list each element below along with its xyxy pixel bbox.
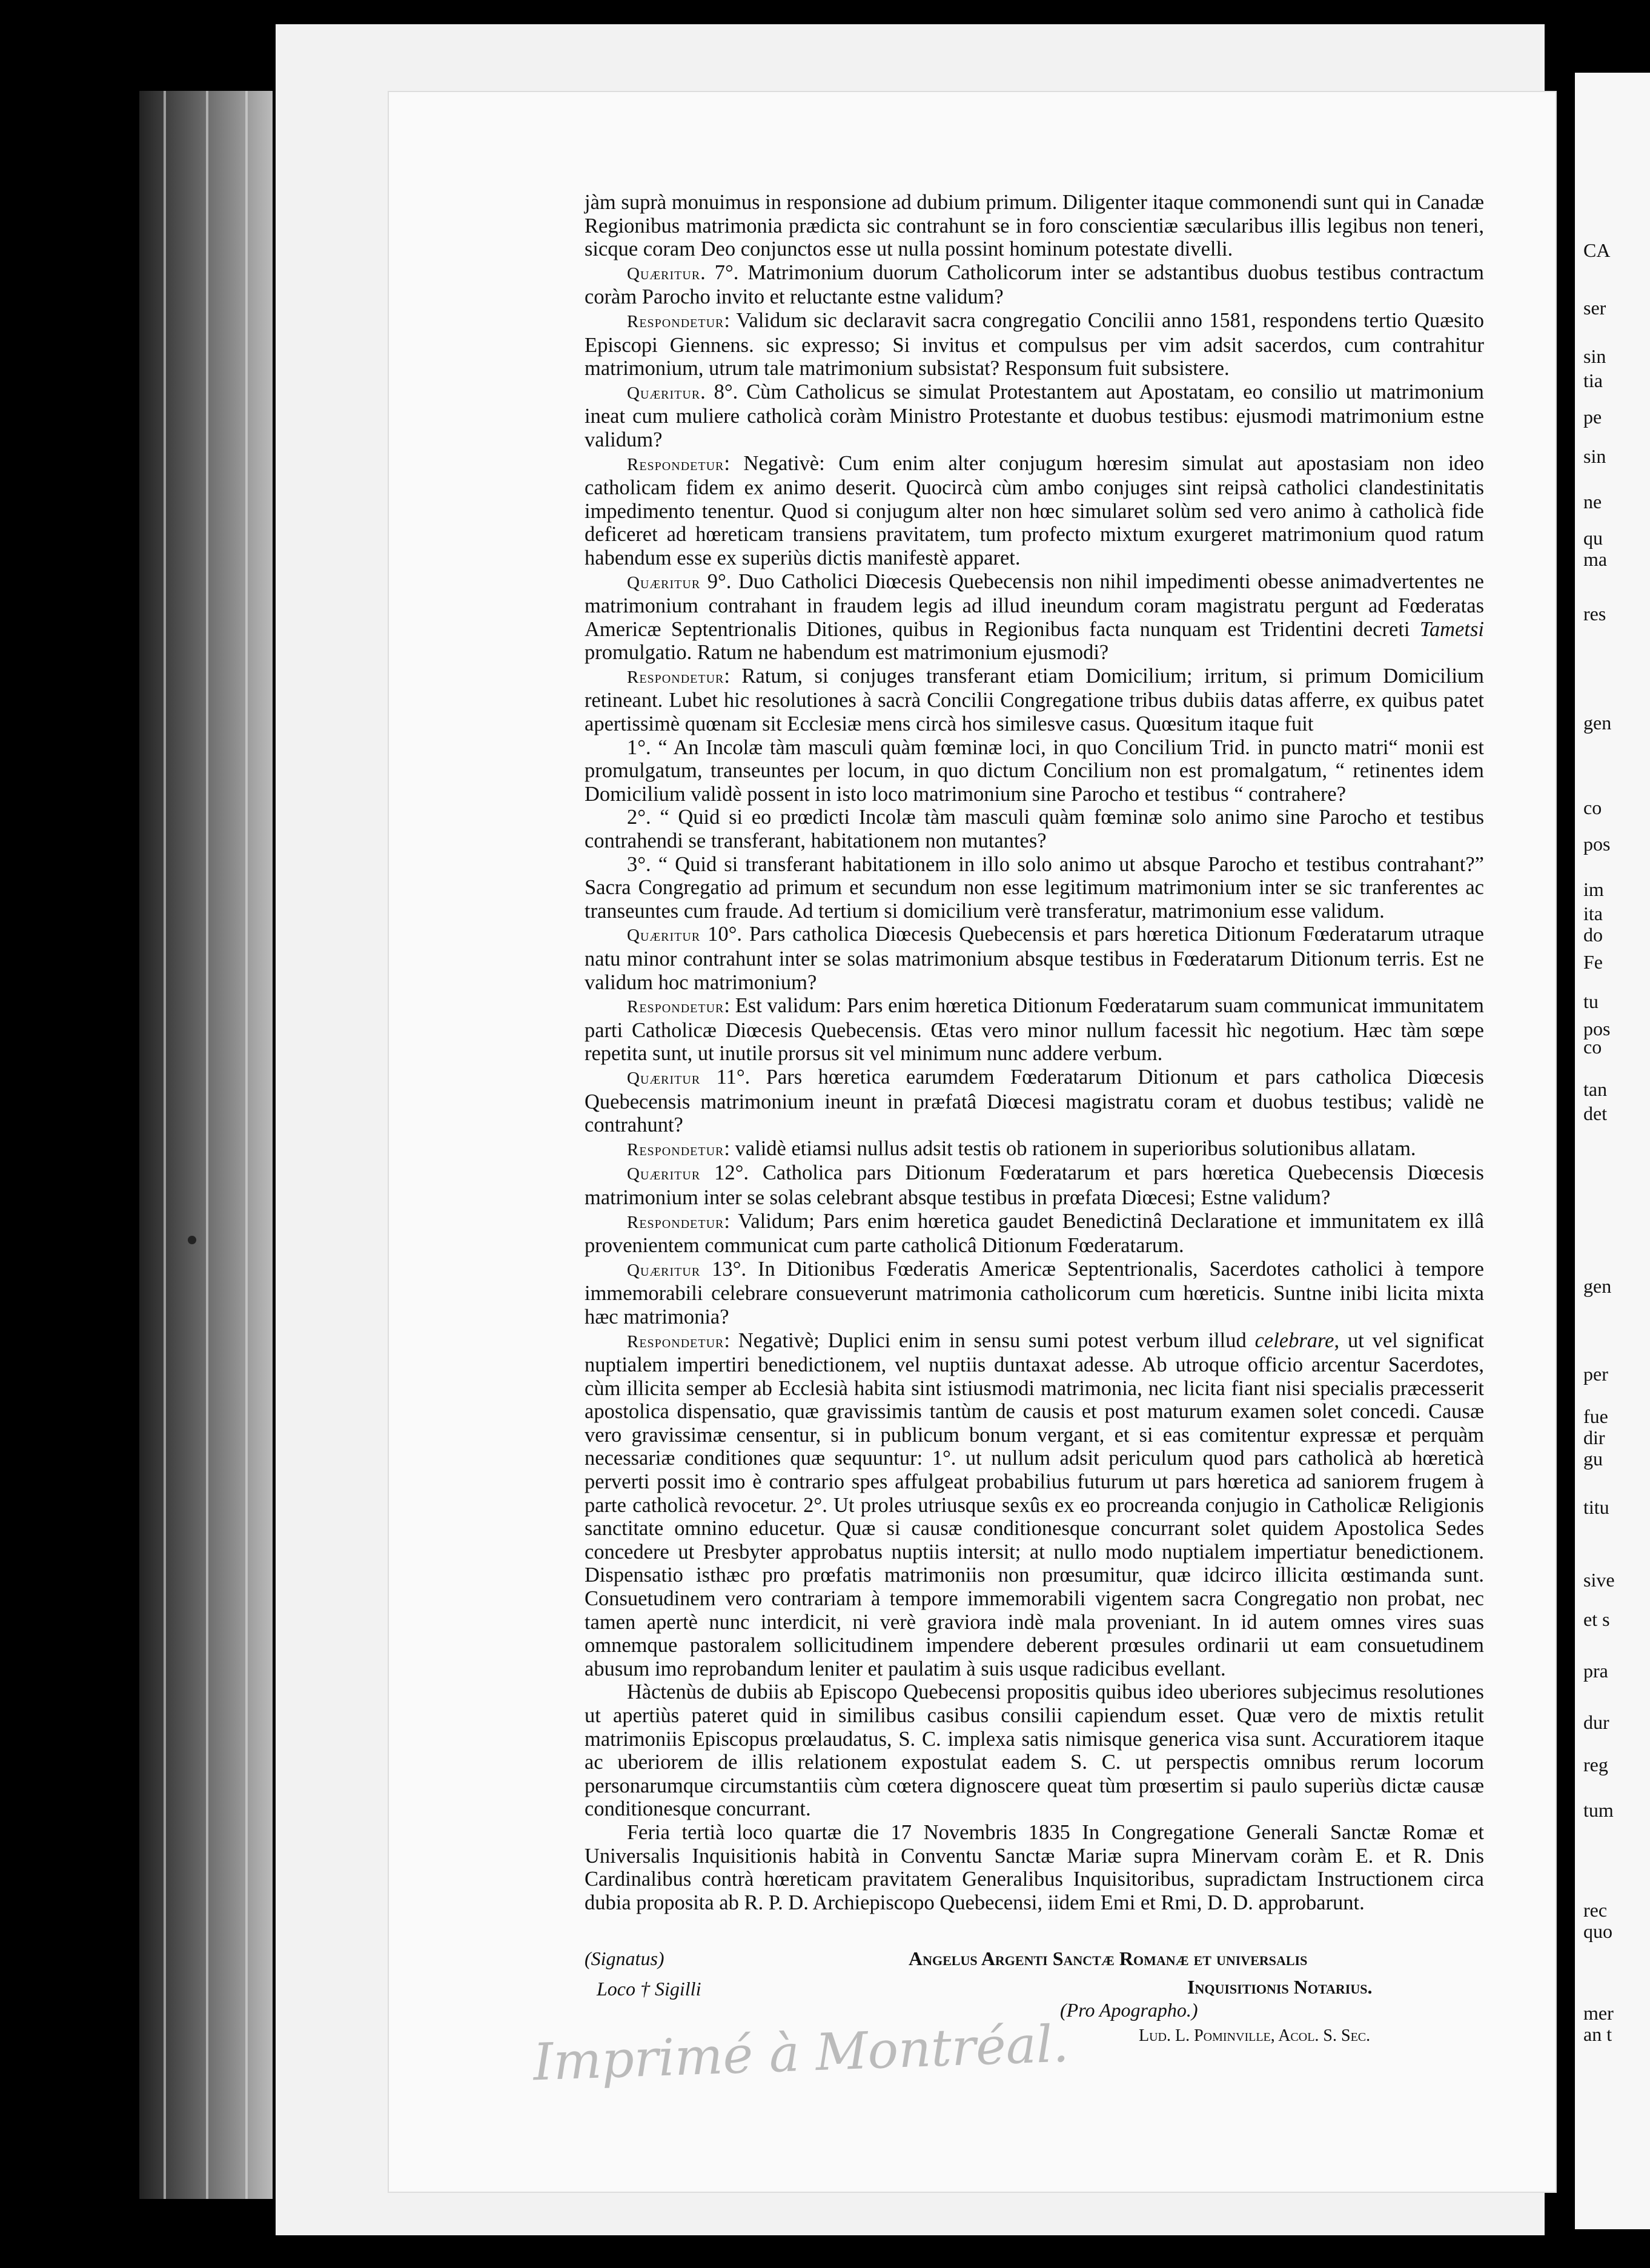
right-page-fragment: do <box>1583 924 1603 946</box>
notary-line-1: Angelus Argenti Sanctæ Romanæ et universalis <box>909 1948 1308 1969</box>
right-page-fragment: pos <box>1583 1018 1611 1040</box>
right-page-fragment: ne <box>1583 491 1602 512</box>
paragraph: 1°. “ An Incolæ tàm masculi quàm fœminæ loci, in quo Concilium Trid. in puncto matri“ monii est promulgatum, transeuntes per locum, in quo dictum Concilium non est promalgatum, “ retinentes idem Domicilium validè possent in isto loco matrimonium sine Parocho et testibus “ contrahere? <box>585 735 1484 806</box>
right-page-fragment: dir <box>1583 1427 1605 1448</box>
right-page-fragment: tum <box>1583 1799 1614 1821</box>
right-page-fragment: co <box>1583 1036 1602 1058</box>
book-binding-edge <box>139 91 273 2199</box>
paragraph: 3°. “ Quid si transferant habitationem in illo solo animo ut absque Parocho et testibus contrahant?” Sacra Congregatio ad primum et secundum non esse legitimum matrimonium inter se sic tranferentes ac transeuntes cum fraude. Ad tertium si domicilium verè transferatur, matrimonium esse validum. <box>585 852 1484 923</box>
right-page-fragment: tia <box>1583 370 1603 391</box>
paragraph: Hàctenùs de dubiis ab Episcopo Quebecensi propositis quibus ideo uberiores subjecimus resolutiones ut apertiùs pateret quid in similibus casibus consilii capiendum esset. Quæ vero de mixtis retulit matrimoniis Episcopus prœlaudatus, S. C. implexa satis nimisque generica visa sunt. Accuratiorem itaque ac uberiorem de illis relationem expostulat eadem S. C. ut perspectis omnibus rerum locorum personarumque circumstantiis cùm cœtera dignoscere queat tùm prœsertim si paulo superiùs dictæ causæ conditionesque concurrant. <box>585 1680 1484 1821</box>
handwritten-note: Imprimé à Montréal. <box>532 2014 1070 2092</box>
right-page-fragment: et s <box>1583 1608 1610 1630</box>
right-page-fragment: sin <box>1583 445 1606 467</box>
right-page-fragment: rec <box>1583 1899 1608 1921</box>
right-page-fragment: tan <box>1583 1078 1608 1100</box>
right-page-fragment: gen <box>1583 1275 1612 1297</box>
right-page-fragment: res <box>1583 603 1606 625</box>
adjacent-page-fragment <box>1575 73 1650 2229</box>
right-page-fragment: det <box>1583 1102 1608 1124</box>
right-page-fragment: tu <box>1583 990 1599 1012</box>
right-page-fragment: Fe <box>1583 951 1603 973</box>
right-page-fragment: per <box>1583 1363 1608 1385</box>
right-page-fragment: sive <box>1583 1569 1615 1591</box>
paragraph: Respondetur: Validum; Pars enim hœretica gaudet Benedictinâ Declaratione et immunitatem ex illâ provenientem communicat cum parte catholicâ Ditionum Fœderatarum. <box>585 1209 1484 1258</box>
right-page-fragment: ma <box>1583 548 1608 570</box>
right-page-fragment: dur <box>1583 1711 1609 1733</box>
notary-line-2: Inquisitionis Notarius. <box>1187 1976 1373 1998</box>
right-page-fragment: gen <box>1583 712 1612 734</box>
ink-spot <box>188 1236 196 1244</box>
right-page-fragment: quo <box>1583 1920 1612 1942</box>
document-page <box>388 91 1557 2193</box>
paragraph: Respondetur: Negativè: Cum enim alter conjugum hœresim simulat aut apostasiam non ideo catholicam fidem ex animo deserit. Quocircà cùm ambo conjuges sint reipsà catholici clandestinitatis impedimento tenentur. Quod si conjugum alter non hœc simularet solùm sed vero animo à catholicà fide deficeret ad hœreticam transiens pravitatem, tum profecto mixtum exurgeret matrimonium quod ratum habendum esse ex superiùs dictis manifestè apparet. <box>585 451 1484 569</box>
right-page-fragment: ser <box>1583 297 1606 319</box>
right-page-fragment: gu <box>1583 1448 1603 1470</box>
right-page-fragment: titu <box>1583 1496 1609 1518</box>
right-page-fragment: pra <box>1583 1660 1608 1682</box>
right-page-fragment: sin <box>1583 345 1606 367</box>
right-page-fragment: co <box>1583 797 1602 818</box>
right-page-fragment: CA <box>1583 239 1611 261</box>
right-page-fragment: reg <box>1583 1754 1608 1776</box>
paragraph: 2°. “ Quid si eo prœdicti Incolæ tàm masculi quàm fœminæ solo animo sine Parocho et testibus contrahendi se transferant, habitationem non mutantes? <box>585 806 1484 853</box>
paragraph: Feria tertià loco quartæ die 17 Novembris 1835 In Congregatione Generali Sanctæ Romæ et Universalis Inquisitionis habità in Conventu Sanctæ Mariæ supra Minervam coràm E. et R. Dnis Cardinalibus contrà hœreticam pravitatem Generalibus Inquisitoribus, supradictam Instructionem circa dubia proposita ab R. P. D. Archiepiscopo Quebecensi, iidem Emi et Rmi, D. D. approbarunt. <box>585 1820 1484 1914</box>
right-page-fragment: im <box>1583 878 1604 900</box>
signatus-label: (Signatus) <box>585 1948 664 1969</box>
right-page-fragment: ita <box>1583 903 1603 924</box>
paragraph: Quæritur 11°. Pars hœretica earumdem Fœderatarum Ditionum et pars catholica Diœcesis Quebecensis matrimonium ineunt in præfatâ Diœcesi magistratu coram et duobus testibus; validè ne contrahunt? <box>585 1065 1484 1137</box>
paragraph: Respondetur: Validum sic declaravit sacra congregatio Concilii anno 1581, respondens tertio Quæsito Episcopi Giennens. sic expresso; Si invitus et compulsus per vim adsit sacerdos, cum contrahitur matrimonium, utrum tale matrimonium subsistat? Responsum fuit subsistere. <box>585 308 1484 380</box>
paragraph: Quæritur 12°. Catholica pars Ditionum Fœderatarum et pars hœretica Quebecensis Diœcesis matrimonium inter se solas celebrant absque testibus in prœfata Diœcesi; Estne validum? <box>585 1161 1484 1209</box>
paragraph: Respondetur: Ratum, si conjuges transferant etiam Domicilium; irritum, si primum Domicilium retineant. Lubet hic resolutiones à sacrà Concilii Congregatione tribus dubiis datas afferre, ex quibus patet apertissimè quœnam sit Ecclesiæ mens circà hos similesve casus. Quœsitum itaque fuit <box>585 664 1484 736</box>
paragraph: Respondetur: Negativè; Duplici enim in sensu sumi potest verbum illud celebrare, ut vel significat nuptialem impertiri benedictionem, vel nuptiis duntaxat adesse. Ab utroque officio arcentur Sacerdotes, cùm illicita semper ab Ecclesià habita sint istiusmodi matrimonia, nec licita fiant nisi specialis præcesserit apostolica dispensatio, quæ gravissimis tantùm de causis et post maturum examen solet concedi. Causæ vero gravissimæ censentur, si in publicum bonum vergant, et si eas comitentur expressæ et perquàm necessariæ conditiones quæ sequuntur: 1°. ut nullum adsit periculum quod pars catholicà ab hœreticà perverti possit imo è contrario spes affulgeat probabilius futurum ut pars hœretica ad saniorem frugem à parte catholicà revocetur. 2°. Ut proles utriusque sexûs ex eo procreanda conjugio in Catholicæ Religionis sanctitate omnino educetur. Quæ si causæ conditionesque concurrant solet quidem Apostolica Sedes concedere ut Presbyter approbatus nuptiis intersit; at nullo modo nuptialem impertiatur benedictionem. Dispensatio isthæc pro prœfatis matrimoniis non prœsumitur, quæ idcirco illicita œstimanda sunt. Consuetudinem vero contrariam à tempore immemorabili vigentem sacra Congregatio non probat, nec tamen apertè nunc interdicit, ni verè graviora indè mala proveniant. In id autem omnes vires suas omnemque pastoralem sollicitudinem impendere deberent prœsules ordinarii ut eam consuetudinem abusum imo reprobandum leniter et paulatim à suis usque radicibus evellant. <box>585 1328 1484 1680</box>
paragraph: Quæritur. 7°. Matrimonium duorum Catholicorum inter se adstantibus duobus testibus contractum coràm Parocho invito et reluctante estne validum? <box>585 260 1484 309</box>
paragraph: jàm suprà monuimus in responsione ad dubium primum. Diligenter itaque commonendi sunt qui in Canadæ Regionibus matrimonia prædicta sic contrahunt se in foro conscientiæ sæcularibus illis legibus non teneri, sicque coram Deo conjunctos esse ut nulla possint hominum potestate divelli. <box>585 191 1484 261</box>
pominville-signature: Lud. L. Pominville, Acol. S. Sec. <box>1139 2026 1371 2045</box>
right-page-fragment: pos <box>1583 833 1611 855</box>
right-page-fragment: pe <box>1583 406 1602 428</box>
right-page-fragment: fue <box>1583 1405 1608 1427</box>
paragraph: Quæritur 9°. Duo Catholici Diœcesis Quebecensis non nihil impedimenti obesse animadvertentes ne matrimonium contrahant in fraudem legis ad illud ineundum coram magistratu pergunt ad Fœderatas Americæ Septentrionalis Ditiones, quibus in Regionibus facta nunquam est Tridentini decreti Tametsi promulgatio. Ratum ne habendum est matrimonium ejusmodi? <box>585 569 1484 665</box>
loco-sigilli-label: Loco † Sigilli <box>597 1978 701 2000</box>
right-page-fragment: mer <box>1583 2002 1614 2024</box>
document-body <box>585 191 1484 1914</box>
right-page-fragment: an t <box>1583 2023 1612 2045</box>
pro-apographo-label: (Pro Apographo.) <box>1060 1999 1198 2021</box>
right-page-fragment: qu <box>1583 527 1603 549</box>
paragraph: Quæritur. 8°. Cùm Catholicus se simulat Protestantem aut Apostatam, eo consilio ut matrimonium ineat cum muliere catholicà coràm Ministro Protestante et duobus testibus: ejusmodi matrimonium estne validum? <box>585 380 1484 451</box>
paragraph: Quæritur 10°. Pars catholica Diœcesis Quebecensis et pars hœretica Ditionum Fœderatarum utraque natu minor contrahunt inter se solas matrimonium absque testibus in Fœderatarum Ditionum terris. Est ne validum hoc matrimonium? <box>585 923 1484 994</box>
paragraph: Respondetur: Est validum: Pars enim hœretica Ditionum Fœderatarum suam communicat immunitatem parti Catholicæ Diœcesis Quebecensis. Œtas vero minor nullum facessit hìc negotium. Hæc tàm sœpe repetita sunt, ut inutile prorsus sit vel minimum nunc addere verbum. <box>585 994 1484 1066</box>
paragraph: Quæritur 13°. In Ditionibus Fœderatis Americæ Septentrionalis, Sacerdotes catholici à tempore immemorabili celebrare consueverunt matrimonia catholicorum cum hœreticis. Suntne inibi licita mixta hæc matrimonia? <box>585 1257 1484 1328</box>
paragraph: Respondetur: validè etiamsi nullus adsit testis ob rationem in superioribus solutionibus allatam. <box>627 1136 1416 1160</box>
